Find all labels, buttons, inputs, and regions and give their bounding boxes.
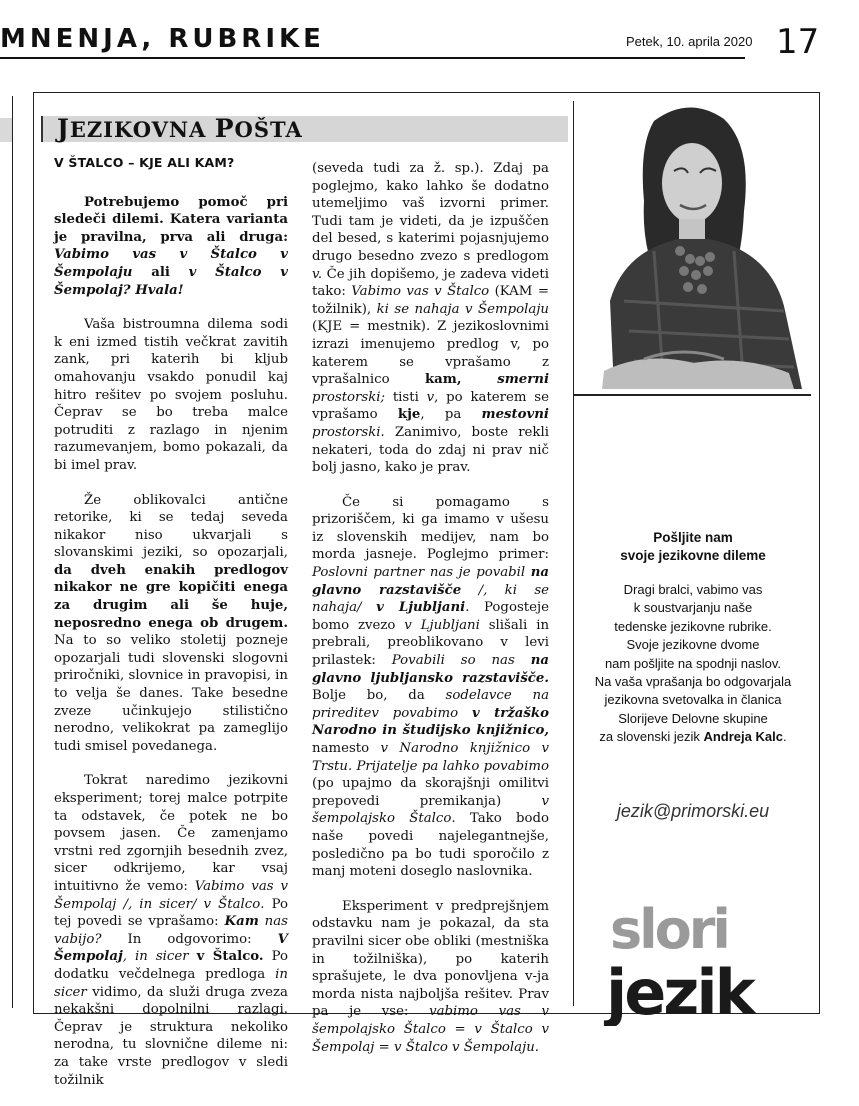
page-number: 17 [776, 22, 820, 62]
text-run: Eksperiment v predprejšnjem odstavku nam je pokazal, da sta pravilni sicer obe obliki (mestniška in tožilniška), po katerih sprašujete, le dva ponovljena v-ja morda nista najboljša rešitev. Prav pa je vse: [312, 898, 549, 1020]
title-part: OŠTA [234, 117, 303, 142]
text-run: nas vabijo? [54, 914, 288, 947]
text-run: . Tako bodo naše povedi najelegantnejše, posledično pa bo tudi sporočilo z manj moteni doseglo naslovnika. [312, 811, 549, 880]
submission-title-line: Pošljite nam [653, 530, 733, 545]
text-run: v [426, 389, 435, 405]
text-run: v Narodno knjižnico v Trstu. Prijatelje pa lahko povabimo [312, 741, 549, 774]
submission-line: Svoje jezikovne dvome [626, 637, 760, 653]
section-title: MNENJA, RUBRIKE [0, 24, 325, 54]
text-run: Povabili so nas [391, 653, 531, 669]
text-run: ali [132, 264, 189, 280]
submission-title [574, 529, 812, 565]
text-run: , pa [420, 407, 482, 423]
text-run: , in sicer [122, 949, 197, 965]
text-run: Če jih dopišemo, je zadeva videti tako: [312, 266, 549, 300]
column-title [57, 116, 303, 143]
title-part: EZIKOVNA [69, 117, 215, 142]
paragraph [312, 160, 549, 477]
text-run: v Štalco. [196, 949, 264, 965]
logo-text-bottom: jezik [606, 956, 753, 1026]
text-run: Vaša bistroumna dilema sodi k eni izmed tistih večkrat zavitih zank, pri katerih bi kljub omahovanju vsakdo ponudil kaj hitro rešitev po svojem posluhu. Čeprav se bo treba malce potruditi z razlago in njenim razumevanjem, bomo pokazali, da bi imel prav. [54, 317, 288, 473]
page-header [0, 0, 859, 62]
reader-question [54, 194, 288, 300]
text-run: na glavno razstavišče [312, 565, 549, 598]
text-run: v Ljubljani [404, 617, 480, 633]
text-run: ki se nahaja v Šempolaju [376, 301, 550, 317]
article-column-1 [54, 154, 288, 1106]
text-run: V Šempolaj [54, 931, 288, 965]
text-run: In odgovorimo: [101, 931, 278, 947]
paragraph [54, 772, 288, 1089]
text-run: Po dodatku večdelnega predloga [54, 949, 288, 982]
submission-line: tedenske jezikovne rubrike. [614, 618, 772, 634]
article-kicker: V ŠTALCO – KJE ALI KAM? [54, 155, 235, 170]
paragraph [312, 494, 549, 881]
text-run: v Ljubljani [376, 600, 466, 616]
text-run: Tokrat naredimo jezikovni eksperiment; torej malce potrpite ta odstavek, če potek ne bo povsem jasen. Če zamenjamo vrstni red zgornjih besednih zvez, sicer odkrijemo, kar vsaj intuitivno že vemo: [54, 773, 288, 894]
text-run: Vabimo vas v Štalco [351, 284, 490, 300]
adjacent-banner-edge [0, 118, 12, 142]
text-run: prostorski. [312, 424, 385, 440]
text-run: tisti [385, 389, 427, 405]
contact-email[interactable]: jezik@primorski.eu [616, 801, 770, 821]
text-run: Če si pomagamo s prizoriščem, ki ga imamo v ušesu iz slovenskih medijev, nam bo morda jasneje. Poglejmo primer: [312, 494, 549, 563]
text-run: da dveh enakih predlogov nikakor ne gre kopičiti enega za drugim ali še huje, neposredno enega ob drugem. [54, 562, 288, 631]
author-photo [584, 101, 804, 389]
text-run: vidimo, da služi druga zveza nekakšni dopolnilni razlagi. Čeprav je struktura nekoliko nerodna, tu slovnične dileme ni: za take vrste predlogov v sledi tožilnik [54, 984, 288, 1088]
text-run: za slovenski jezik [599, 729, 704, 745]
text-run: Poslovni partner nas je povabil [312, 565, 531, 581]
submission-line: Na vaša vprašanja bo odgovarjala [594, 674, 792, 690]
text-run: (po upajmo da skorajšnji omilitvi prepovedi premikanja) [312, 776, 549, 809]
paragraph [312, 898, 549, 1056]
submission-line: Dragi bralci, vabimo vas [623, 582, 763, 597]
text-run: (KJE = mestnik). Z jezikoslovnimi izrazi imenujemo predlog v, po katerem se vprašamo z vprašalnico [312, 319, 549, 388]
submission-line: Slorijeve Delovne skupine [618, 710, 768, 726]
title-initial: P [214, 114, 235, 143]
text-run: Bolje bo, da [312, 688, 446, 704]
title-initial: J [57, 114, 70, 143]
paragraph [54, 492, 288, 756]
submission-text [576, 581, 810, 747]
submission-line: jezikovna svetovalka in članica [604, 692, 782, 708]
text-run: Vabimo vas v Štalco v Šempolaju [54, 247, 288, 280]
photo-divider [574, 394, 811, 396]
text-run: vabimo vas v šempolajsko Štalco = v Štalco v Šempolaj = v Štalco v Šempolaju. [312, 1004, 550, 1055]
text-run: v tržaško Narodno in študijsko knjižnico, [312, 705, 549, 739]
submission-line [576, 728, 810, 746]
text-run: mestovni [481, 407, 549, 423]
text-run: Že oblikovalci antične retorike, ki se tedaj seveda nikakor niso ukvarjali s slovanskimi jeziki, so opozarjali, [54, 492, 288, 561]
article-column-2 [312, 160, 549, 1073]
text-run: Kam [224, 914, 259, 930]
text-run: kje [397, 407, 421, 423]
text-run: v šempolajsko Štalco [312, 793, 549, 827]
text-run: prostorski; [312, 389, 386, 405]
text-run: Na to so veliko stoletij pozneje opozarjali tudi slovenski slogovni priročniki, slovnice in pravopisi, in to velja še danes. Take besedne zveze učinkujejo stilistično nerodno, velikokrat pa zameglijo tudi smisel povedanega. [54, 633, 288, 754]
text-run: kam, [424, 372, 498, 388]
text-run: Vabimo vas v Šempolaj /, in sicer/ v Štalco [54, 878, 288, 912]
paragraph [54, 316, 288, 474]
text-run: Potrebujemo pomoč pri sledeči dilemi. Katera varianta je pravilna, prva ali druga: [54, 194, 288, 245]
text-run: v. [312, 266, 323, 282]
column-banner [41, 116, 568, 142]
text-run: na glavno ljubljansko razstavišče. [312, 653, 549, 686]
submission-line: nam pošljite na spodnji naslov. [604, 655, 782, 671]
text-run: (KAM = tožilnik), [312, 284, 549, 317]
text-run: smerni [497, 372, 549, 388]
text-run: . Po tej povedi se vprašamo: [54, 896, 289, 930]
advisor-name: Andreja Kalc [703, 729, 783, 745]
text-run: slišali in prebrali, preoblikovano v levi prilastek: [312, 617, 550, 669]
issue-date: Petek, 10. aprila 2020 [626, 34, 753, 49]
submission-title-line: svoje jezikovne dileme [620, 548, 766, 563]
text-run: (seveda tudi za ž. sp.). Zdaj pa poglejmo, kako lahko še dodatno utemeljimo vaš izvorni primer. Tudi tam je videti, da je izpuščen del besed, s katerimi pojasnjujemo drugo besedno zvezo s predlogom [312, 161, 549, 264]
text-run: v Štalco v Šempolaj? Hvala! [54, 264, 288, 298]
logo-text-top: slori [610, 898, 728, 961]
text-run: namesto [312, 741, 381, 756]
text-run: /, ki se nahaja/ [312, 582, 550, 616]
text-run: . Pogosteje bomo zvezo [312, 600, 549, 633]
text-run: , po katerem se vprašamo [312, 389, 549, 423]
submission-line: k soustvarjanju naše [633, 600, 753, 616]
text-run: . [782, 729, 787, 745]
adjacent-column-edge [0, 96, 13, 1008]
text-run: Zanimivo, boste rekli nekateri, toda do zdaj ni prav nič bolj jasno, kako je prav. [312, 424, 549, 476]
text-run: sodelavce na prireditev povabimo [312, 688, 549, 721]
header-rule [0, 57, 745, 59]
sidebar-box [573, 101, 811, 1026]
text-run: in sicer [54, 966, 288, 1000]
slori-jezik-logo [602, 896, 792, 1026]
